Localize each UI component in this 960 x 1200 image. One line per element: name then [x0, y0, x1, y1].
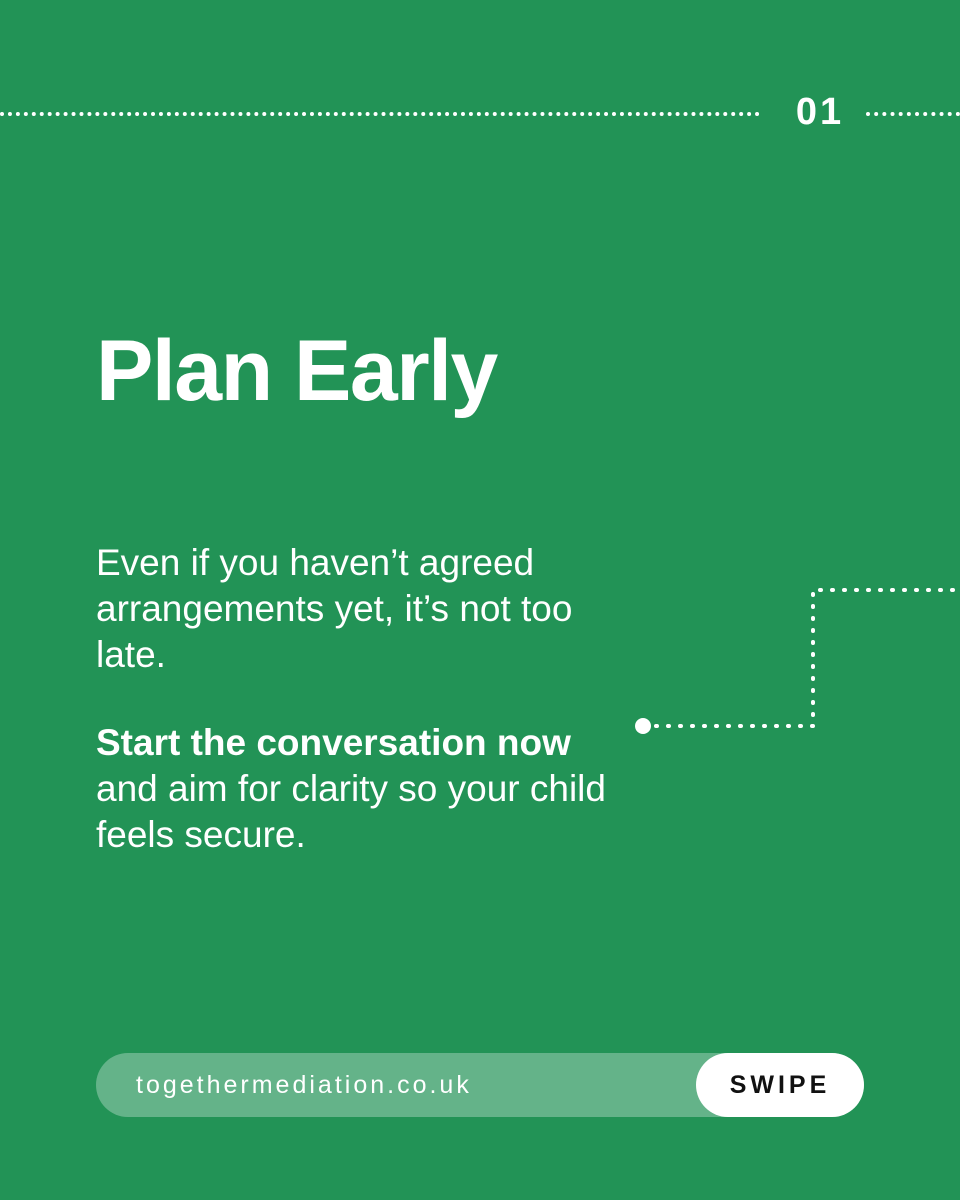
body-paragraph-1: Even if you haven’t agreed arrangements yet, it’s not too late.: [96, 542, 573, 675]
body-paragraph-2-rest: and aim for clarity so your child feels secure.: [96, 768, 606, 855]
body-copy: [96, 540, 616, 858]
footer-bar: [96, 1053, 864, 1117]
top-dotted-rule-left: [0, 112, 760, 116]
paragraph-spacer: [96, 678, 616, 720]
top-dotted-rule-right: [866, 112, 960, 116]
footer-website-url: togethermediation.co.uk: [136, 1071, 472, 1099]
slide-number: 01: [795, 91, 845, 133]
body-paragraph-2-bold: Start the conversation now: [96, 722, 571, 763]
page-title: Plan Early: [96, 323, 497, 419]
body-paragraph-2: [96, 720, 616, 858]
dotted-elbow-connector-icon: [630, 570, 960, 750]
swipe-button[interactable]: SWIPE: [696, 1053, 864, 1117]
